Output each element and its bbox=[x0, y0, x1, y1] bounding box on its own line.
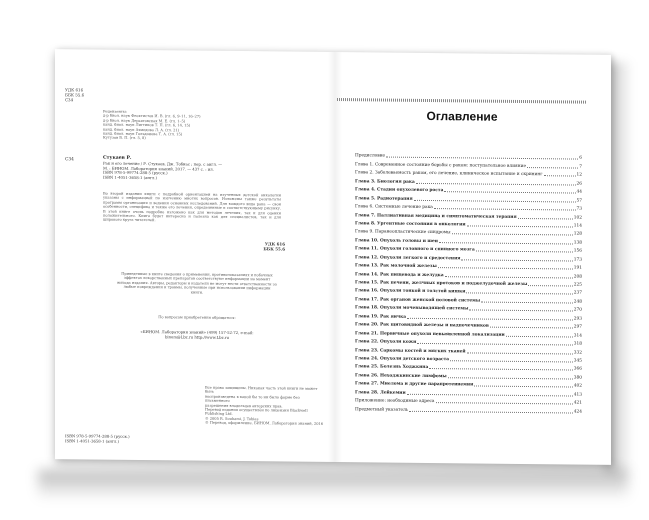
toc-entry-page: 366 bbox=[573, 366, 582, 372]
toc-entry-label: Глава 16. Опухоли тонкой и толстой кишки bbox=[355, 288, 466, 295]
reviewers-line: д-р биол. наук Феоктистов И. В. (гл. 6, 9–11, 16–27) bbox=[103, 113, 201, 120]
toc-entry-label: Глава 13. Рак молочной железы bbox=[355, 263, 437, 270]
toc-entry-page: 424 bbox=[573, 409, 582, 415]
abstract-text: Во второй издании книги с подробной ориентацией на изученных детской онкологии указаны с информацией по изучению многих вопросов. Изложены также результаты программ организация и ведения основных исследований. Для каждого вида рака — свои особенности, специфика и также его лечения, определённые к соответствующему рисунку. В этой книге очень подробно изложено как для методов лечения, так и для оценки положительного. Книга будет интересна и полезна как для специалистов, так и для широкого круга читателей. bbox=[103, 191, 281, 223]
reviewers-line: канд. биол. наук Гольданова Т. А. (гл. 15) bbox=[103, 131, 183, 137]
toc-entry-label: Глава 7. Паллиативная медицина и симптоматическая терапия bbox=[355, 212, 517, 220]
toc-entry-page: 413 bbox=[573, 392, 582, 398]
author-line: ISBN 978-5-99774-288-5 (русск.) bbox=[103, 169, 168, 176]
toc-entry-label: Глава 3. Биология рака bbox=[355, 178, 415, 185]
toc-entry-page: 421 bbox=[573, 400, 582, 406]
toc-entry-label: Глава 9. Паранеопластические синдромы bbox=[355, 229, 451, 236]
toc-entry-page: 191 bbox=[573, 265, 582, 271]
toc-entry-page: 73 bbox=[576, 206, 582, 212]
reviewers-line: канд. биол. наук Лигтиков Т. П. (гл. 6, 14, 15) bbox=[103, 122, 191, 128]
reviewers-line: Рецензенты: bbox=[103, 109, 127, 114]
toc-entry-page: 237 bbox=[573, 290, 582, 297]
toc-entry-label: Глава 1. Современное состояние борьбы с раком: поступательное влияние bbox=[355, 162, 527, 169]
toc-entry-page: 12 bbox=[576, 172, 582, 178]
header-rule bbox=[337, 98, 587, 104]
toc-entry-label: Глава 27. Миелома и другие парапротеинемии bbox=[355, 381, 474, 388]
toc-entry-label: Глава 11. Опухоли головного и спинного мозга bbox=[355, 246, 475, 253]
reviewers-block bbox=[103, 110, 263, 143]
toc-entry-label: Глава 19. Рак яичка bbox=[355, 313, 407, 320]
toc-entry-page: 225 bbox=[573, 282, 582, 288]
copyright-line: Перевод издания осуществлён по лицензии Blackwell Publishing Ltd. bbox=[205, 407, 308, 417]
toc-entry-page: 314 bbox=[573, 333, 582, 339]
toc-entry-page: 318 bbox=[573, 341, 582, 347]
toc-entry-page: 7 bbox=[579, 164, 582, 170]
toc-entry-page: 6 bbox=[579, 156, 582, 162]
author-block bbox=[103, 156, 278, 182]
toc-entry-label: Глава 21. Первичные опухоли невыявленной локализации bbox=[355, 330, 505, 338]
toc-entry-page: 57 bbox=[576, 198, 582, 204]
udk-line: УДК 616 bbox=[65, 87, 84, 93]
toc-entry-page: 297 bbox=[573, 324, 582, 330]
toc-entry-label: Глава 2. Заболеваемость раком, его лечение, клиническое испытание и скрининг bbox=[355, 170, 543, 178]
toc-entry-label: Глава 20. Рак щитовидной железы и надпочечников bbox=[355, 322, 489, 329]
isbn-line: ISBN 978-5-99774-288-5 (русск.) bbox=[65, 433, 130, 439]
copyright-line: © Перевод, оформление, БИНОМ. Лаборатория знаний, 2016 bbox=[205, 420, 324, 427]
udk-block bbox=[65, 87, 84, 102]
toc-entry-label: Глава 24. Опухоли детского возраста bbox=[355, 356, 450, 363]
toc-entry-label: Глава 17. Рак органов женской половой системы bbox=[355, 297, 481, 304]
toc-entry-page: 102 bbox=[573, 215, 582, 221]
toc-entry-page: 332 bbox=[573, 350, 582, 356]
toc-entry-label: Глава 25. Болезнь Ходжкина bbox=[355, 364, 429, 371]
toc-entry-label: Глава 28. Лейкемии bbox=[355, 389, 406, 396]
toc-entry-page: 173 bbox=[573, 257, 582, 263]
toc-entry-label: Глава 14. Рак пищевода и желудка bbox=[355, 271, 444, 278]
udc-right-block bbox=[245, 241, 285, 251]
toc-entry-page: 208 bbox=[573, 274, 582, 280]
toc-entry-label: Глава 4. Стадии опухолевого роста bbox=[355, 187, 444, 194]
udc-line: УДК 616 bbox=[264, 241, 285, 247]
author-line: М. : БИНОМ. Лаборатория знаний, 2017. — 437 с. : ил. bbox=[103, 165, 214, 172]
toc-entry-page: 402 bbox=[573, 383, 582, 389]
toc-entry-label: Глава 8. Ургентные состояния в онкологии bbox=[355, 221, 466, 228]
isbn-line: ISBN 1-4051-3658-1 (англ.) bbox=[65, 437, 119, 444]
toc-entry-page: 156 bbox=[573, 248, 582, 254]
copyright-line: Все права защищены. Никакая часть этой книги не может быть bbox=[205, 385, 318, 395]
toc-entry-page: 26 bbox=[576, 181, 582, 187]
author-line: Рак и его лечение / Р. Стукаев, Дж. Тобиас ; пер. с англ. — bbox=[103, 160, 222, 167]
page-shadow bbox=[38, 470, 628, 500]
right-page bbox=[337, 52, 611, 465]
copyright-block bbox=[205, 386, 325, 427]
toc-entry-page: 270 bbox=[573, 307, 582, 313]
legal-notice: Приведенные в книге сведения о применении, противопоказаниях и побочных эффектах лекарственных препаратов соответствуют информации на момент выхода издания. Авторы, редакторы и издатели не могут нести ответственности за любые повреждения и травмы, полученные при использовании информации книги. bbox=[117, 271, 277, 295]
toc-entry-label: Предметный указатель bbox=[355, 406, 409, 413]
toc-entry-page: 44 bbox=[576, 189, 582, 195]
reviewers-line: Кутузов В. П. (гл. 5, 8) bbox=[103, 136, 146, 141]
toc-entry-label: Глава 10. Опухоль головы и шеи bbox=[355, 238, 438, 244]
toc-entry-label: Приложение: необходимые адреса bbox=[355, 398, 435, 405]
book-spread bbox=[55, 49, 611, 465]
toc-entry-label: Глава 23. Саркомы костей и мягких тканей bbox=[355, 347, 466, 354]
table-of-contents bbox=[355, 150, 582, 414]
toc-entry-page: 248 bbox=[573, 299, 582, 305]
author-line: ISBN 1-4051-3658-1 (англ.) bbox=[103, 174, 157, 180]
toc-leader-dots bbox=[409, 410, 573, 413]
author-letter: С34 bbox=[65, 157, 74, 163]
toc-entry-label: Предисловие bbox=[355, 153, 386, 159]
toc-entry-label: Глава 22. Опухоли кожи bbox=[355, 339, 417, 345]
copyright-line: воспроизведена в какой бы то ни было форме без письменного bbox=[205, 394, 300, 404]
publisher-contact-label: По вопросам приобретения обращаться: bbox=[158, 315, 236, 320]
left-page bbox=[55, 49, 333, 462]
author-name: Стукаев Р. bbox=[103, 155, 132, 161]
toc-entry-label: Глава 18. Опухоли мочевыводящей системы bbox=[355, 305, 469, 312]
reviewers-line: канд. биол. наук Ахмедова Л. А. (гл. 21) bbox=[103, 127, 180, 133]
isbn-block bbox=[65, 434, 130, 444]
toc-entry-label: Глава 6. Системные лечение рака bbox=[355, 204, 433, 211]
toc-entry-label: Глава 5. Радиотерапия bbox=[355, 195, 413, 202]
toc-entry-page: 128 bbox=[573, 231, 582, 237]
toc-entry-page: 138 bbox=[573, 240, 582, 246]
toc-entry-page: 380 bbox=[573, 375, 582, 381]
copyright-line: разрешения владельцев авторских прав. bbox=[205, 403, 283, 409]
toc-entry-page: 114 bbox=[573, 223, 582, 229]
copyright-line: © 2005 R. Souhami, J. Tobias bbox=[205, 416, 259, 422]
udk-line: С34 bbox=[65, 97, 74, 103]
toc-entry-page: 293 bbox=[573, 316, 582, 322]
udk-line: ББК 55.6 bbox=[65, 92, 85, 98]
toc-entry-page: 345 bbox=[573, 358, 582, 364]
udc-line: ББК 55.6 bbox=[263, 246, 285, 252]
page-title: Оглавление bbox=[426, 108, 498, 124]
toc-entry-label: Глава 15. Рак печени, желчных протоков и поджелудочной железы bbox=[355, 280, 528, 288]
publisher-contact: «БИНОМ. Лаборатория знаний» (499) 157-52-72, e-mail: binom@Lbz.ru http://www.Lbz.ru bbox=[140, 328, 254, 340]
reviewers-line: д-р биол. наук Дерьяговская М. Е. (гл. 1–5) bbox=[103, 118, 186, 124]
toc-entry-label: Глава 26. Неходжкинские лимфомы bbox=[355, 373, 447, 380]
toc-entry-label: Глава 12. Опухоли легкого и средостения bbox=[355, 254, 461, 262]
